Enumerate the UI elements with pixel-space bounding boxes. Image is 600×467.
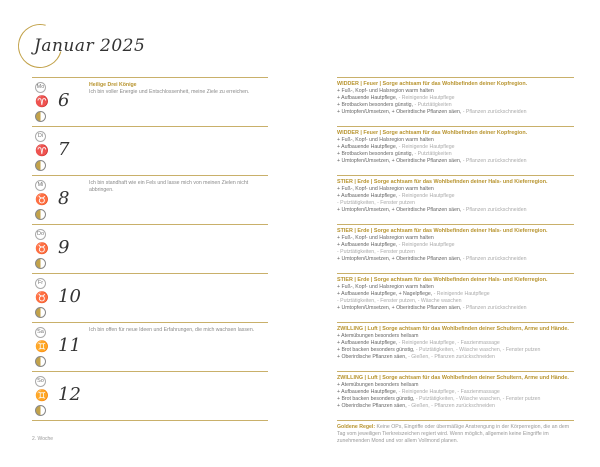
advice-line — [337, 347, 574, 354]
page-header — [18, 24, 218, 74]
advice-plus: + Brot backen besonders günstig, — [337, 347, 415, 353]
weekday-badge: Mi — [35, 180, 46, 191]
advice-line — [337, 102, 574, 109]
day-number: 11 — [58, 335, 81, 356]
day-note — [89, 82, 269, 96]
advice-plus: + Umtopfen/Umsetzen, + Oberirdische Pflanzen säen, — [337, 109, 462, 115]
advice-minus: - Putztätigkeiten — [414, 151, 452, 157]
advice-line — [337, 235, 574, 242]
advice-line — [337, 256, 574, 263]
day-number: 7 — [58, 139, 70, 160]
zodiac-block — [337, 77, 574, 126]
advice-line — [337, 137, 574, 144]
advice-line — [337, 354, 574, 361]
advice-plus: + Umtopfen/Umsetzen, + Oberirdische Pflanzen säen, — [337, 158, 462, 164]
advice-plus: + Atemübungen besonders heilsam — [337, 382, 419, 388]
advice-plus: + Umtopfen/Umsetzen, + Oberirdische Pflanzen säen, — [337, 256, 462, 262]
zodiac-block — [337, 371, 574, 420]
advice-minus: - Gießen, - Pflanzen zurückschneiden — [408, 354, 495, 360]
day-row-1 — [32, 126, 268, 175]
advice-line — [337, 291, 574, 298]
advice-line — [337, 403, 574, 410]
advice-plus: + Aufbauende Hautpflege, + Nagelpflege, — [337, 291, 433, 297]
advice-minus: - Reinigende Hautpflege — [433, 291, 490, 297]
moon-phase-icon — [35, 160, 46, 171]
advice-line — [337, 207, 574, 214]
advice-plus: + Brotbacken besonders günstig, — [337, 151, 413, 157]
zodiac-sign-heading: STIER | Erde | Sorge achtsam für das Wohlbefinden deiner Hals- und Kieferregion. — [337, 228, 548, 234]
advice-line — [337, 158, 574, 165]
advice-plus: + Aufbauende Hautpflege, — [337, 95, 398, 101]
moon-phase-icon — [35, 356, 46, 367]
advice-plus: + Fuß-, Kopf- und Halsregion warm halten — [337, 284, 434, 290]
zodiac-icon: ♉ — [35, 243, 49, 255]
advice-line — [337, 88, 574, 95]
advice-minus: - Putztätigkeiten, - Wäsche waschen, - Fenster putzen — [415, 396, 541, 402]
advice-plus: + Fuß-, Kopf- und Halsregion warm halten — [337, 186, 434, 192]
advice-minus: - Reinigende Hautpflege — [398, 242, 455, 248]
advice-plus: + Umtopfen/Umsetzen, + Oberirdische Pflanzen säen, — [337, 305, 462, 311]
week-number: 2. Woche — [32, 436, 54, 442]
zodiac-block — [337, 322, 574, 371]
advice-minus: - Reinigende Hautpflege, - Faszienmassage — [398, 340, 500, 346]
affirmation: Ich bin standhaft wie ein Fels und lasse mich von meinen Zielen nicht abbringen. — [89, 180, 249, 193]
advice-minus: - Gießen, - Pflanzen zurückschneiden — [408, 403, 495, 409]
advice-line — [337, 186, 574, 193]
advice-line — [337, 242, 574, 249]
day-number: 6 — [58, 90, 70, 111]
advice-plus: + Aufbauende Hautpflege, — [337, 242, 398, 248]
day-number: 12 — [58, 384, 81, 405]
advice-minus: - Pflanzen zurückschneiden — [462, 305, 527, 311]
day-row-0 — [32, 77, 268, 126]
advice-minus: - Putztätigkeiten, - Fenster putzen, - Wäsche waschen — [337, 298, 462, 304]
day-row-3 — [32, 224, 268, 273]
advice-minus: - Pflanzen zurückschneiden — [462, 256, 527, 262]
day-row-5 — [32, 322, 268, 371]
advice-minus: - Reinigende Hautpflege — [398, 95, 455, 101]
advice-line — [337, 109, 574, 116]
moon-phase-icon — [35, 405, 46, 416]
advice-plus: + Brot backen besonders günstig, — [337, 396, 415, 402]
golden-rule — [337, 420, 574, 445]
page-title: Januar 2025 — [34, 36, 146, 56]
advice-line — [337, 151, 574, 158]
zodiac-icon: ♈ — [35, 96, 49, 108]
day-row-4 — [32, 273, 268, 322]
advice-line — [337, 193, 574, 200]
advice-line — [337, 95, 574, 102]
advice-minus: - Putztätigkeiten, - Fenster putzen — [337, 200, 415, 206]
advice-plus: + Fuß-, Kopf- und Halsregion warm halten — [337, 235, 434, 241]
weekday-badge: So — [35, 376, 46, 387]
advice-minus: - Pflanzen zurückschneiden — [462, 207, 527, 213]
day-number: 10 — [58, 286, 81, 307]
advice-minus: - Reinigende Hautpflege, - Faszienmassage — [398, 389, 500, 395]
advice-minus: - Reinigende Hautpflege — [398, 144, 455, 150]
moon-phase-icon — [35, 307, 46, 318]
advice-plus: + Aufbauende Hautpflege, — [337, 340, 398, 346]
advice-plus: + Oberirdische Pflanzen säen, — [337, 354, 407, 360]
advice-plus: + Umtopfen/Umsetzen, + Oberirdische Pflanzen säen, — [337, 207, 462, 213]
advice-plus: + Fuß-, Kopf- und Halsregion warm halten — [337, 88, 434, 94]
advice-line — [337, 396, 574, 403]
zodiac-icon: ♊ — [35, 341, 49, 353]
advice-line — [337, 389, 574, 396]
affirmation: Ich bin offen für neue Ideen und Erfahrungen, die mich wachsen lassen. — [89, 327, 255, 333]
advice-plus: + Aufbauende Hautpflege, — [337, 144, 398, 150]
day-note — [89, 327, 269, 334]
advice-plus: + Aufbauende Hautpflege, — [337, 193, 398, 199]
advice-line — [337, 340, 574, 347]
zodiac-icon: ♉ — [35, 292, 49, 304]
advice-minus: - Putztätigkeiten, - Fenster putzen — [337, 249, 415, 255]
advice-plus: + Aufbauende Hautpflege, — [337, 389, 398, 395]
advice-minus: - Pflanzen zurückschneiden — [462, 158, 527, 164]
advice-line — [337, 305, 574, 312]
moon-phase-icon — [35, 258, 46, 269]
advice-minus: - Putztätigkeiten, - Wäsche waschen, - Fenster putzen — [415, 347, 541, 353]
moon-phase-icon — [35, 209, 46, 220]
zodiac-sign-heading: STIER | Erde | Sorge achtsam für das Wohlbefinden deiner Hals- und Kieferregion. — [337, 277, 548, 283]
day-note — [89, 180, 269, 194]
day-number: 8 — [58, 188, 70, 209]
weekday-badge: Sa — [35, 327, 46, 338]
weekday-badge: Mo — [35, 82, 46, 93]
zodiac-sign-heading: WIDDER | Feuer | Sorge achtsam für das Wohlbefinden deiner Kopfregion. — [337, 130, 528, 136]
golden-rule-text: Keine OPs, Eingriffe oder übermäßige Anstrengung in der Körperregion, die an dem Tag vom jeweiligen Tierkreiszeichen regiert wird. Wenn möglich, allgemein keine Eingriffe im zunehmenden Mond und vor allem Vollmond planen. — [337, 424, 570, 444]
advice-minus: - Putztätigkeiten — [414, 102, 452, 108]
advice-minus: - Pflanzen zurückschneiden — [462, 109, 527, 115]
advice-minus: - Reinigende Hautpflege — [398, 193, 455, 199]
holiday-title: Heilige Drei Könige — [89, 82, 137, 88]
advice-line — [337, 249, 574, 256]
day-number: 9 — [58, 237, 70, 258]
advice-line — [337, 144, 574, 151]
advice-line — [337, 298, 574, 305]
advice-line — [337, 333, 574, 340]
advice-plus: + Brotbacken besonders günstig, — [337, 102, 413, 108]
zodiac-sign-heading: STIER | Erde | Sorge achtsam für das Wohlbefinden deiner Hals- und Kieferregion. — [337, 179, 548, 185]
moon-phase-icon — [35, 111, 46, 122]
advice-plus: + Oberirdische Pflanzen säen, — [337, 403, 407, 409]
advice-line — [337, 284, 574, 291]
zodiac-sign-heading: WIDDER | Feuer | Sorge achtsam für das Wohlbefinden deiner Kopfregion. — [337, 81, 528, 87]
day-column — [32, 77, 268, 440]
zodiac-icon: ♉ — [35, 194, 49, 206]
zodiac-block — [337, 273, 574, 322]
zodiac-sign-heading: ZWILLING | Luft | Sorge achtsam für das Wohlbefinden deiner Schultern, Arme und Hände. — [337, 375, 569, 381]
advice-plus: + Fuß-, Kopf- und Halsregion warm halten — [337, 137, 434, 143]
zodiac-block — [337, 224, 574, 273]
week-footer — [32, 420, 268, 440]
advice-line — [337, 382, 574, 389]
zodiac-sign-heading: ZWILLING | Luft | Sorge achtsam für das Wohlbefinden deiner Schultern, Arme und Hände. — [337, 326, 569, 332]
weekday-badge: Do — [35, 229, 46, 240]
zodiac-block — [337, 175, 574, 224]
zodiac-icon: ♈ — [35, 145, 49, 157]
weekday-badge: Fr — [35, 278, 46, 289]
golden-rule-label: Goldene Regel: — [337, 424, 376, 430]
advice-line — [337, 200, 574, 207]
advice-plus: + Atemübungen besonders heilsam — [337, 333, 419, 339]
day-row-2 — [32, 175, 268, 224]
weekday-badge: Di — [35, 131, 46, 142]
day-row-6 — [32, 371, 268, 420]
zodiac-column — [337, 77, 574, 445]
zodiac-block — [337, 126, 574, 175]
zodiac-icon: ♊ — [35, 390, 49, 402]
affirmation: Ich bin voller Energie und Entschlossenheit, meine Ziele zu erreichen. — [89, 89, 250, 95]
